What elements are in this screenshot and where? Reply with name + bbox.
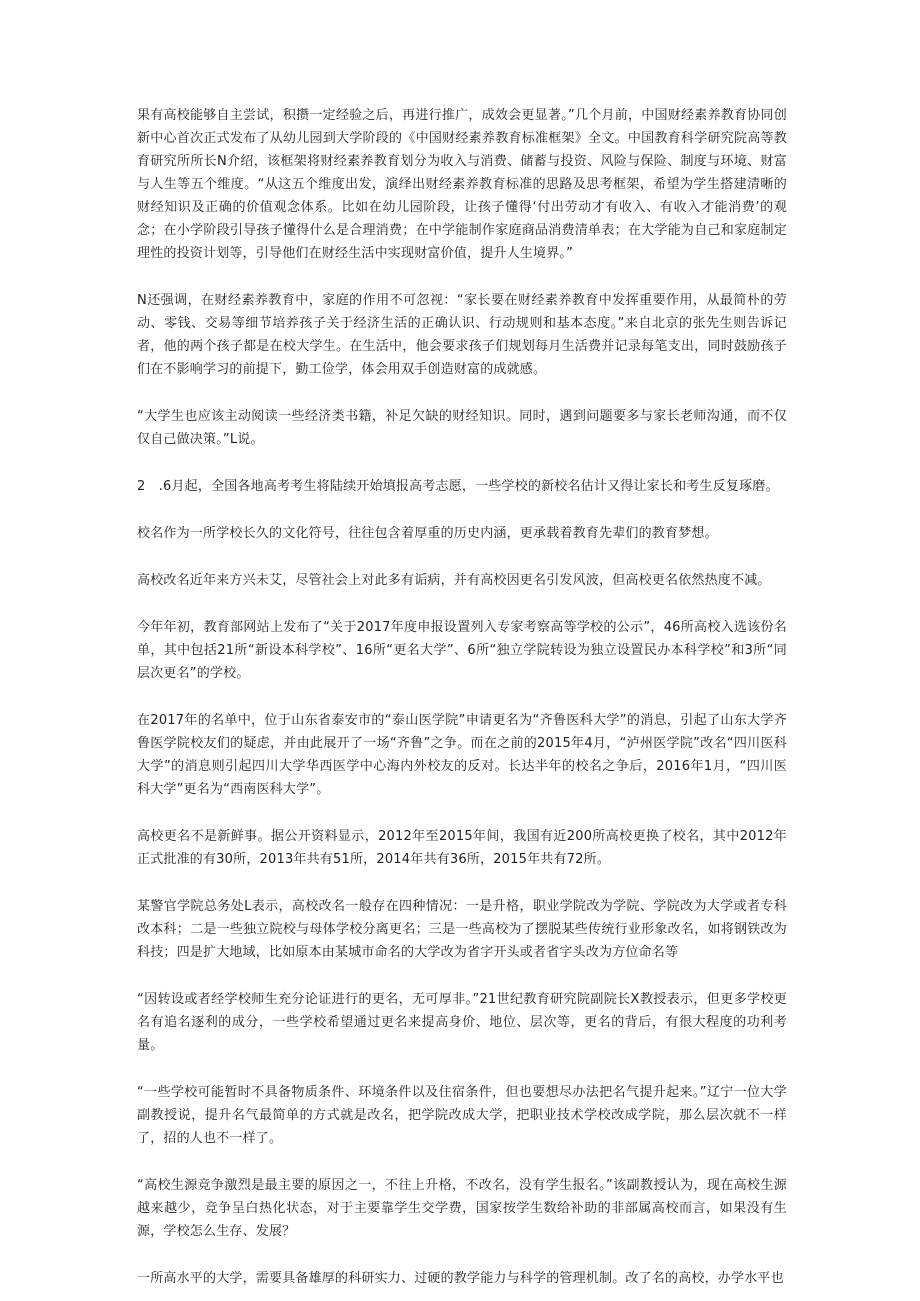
paragraph-1: 果有高校能够自主尝试，积攒一定经验之后，再进行推广，成效会更显著。”几个月前，中国财经素养教育协同创新中心首次正式发布了从幼儿园到大学阶段的《中国财经素养教育标准框架》全文。中国教育科学研究院高等教育研究所所长N介绍，该框架将财经素养教育划分为收入与消费、储蓄与投资、风险与保险、制度与环境、财富与人生等五个维度。“从这五个维度出发，演绎出财经素养教育标准的思路及思考框架，希望为学生搭建清晰的财经知识及正确的价值观念体系。比如在幼儿园阶段，让孩子懂得‘付出劳动才有收入、有收入才能消费’的观念；在小学阶段引导孩子懂得什么是合理消费；在中学能制作家庭商品消费清单表；在大学能为自己和家庭制定理性的投资计划等，引导他们在财经生活中实现财富价值，提升人生境界。” [137,108,787,261]
paragraph-5: 校名作为一所学校长久的文化符号，往往包含着厚重的历史内涵，更承载着教育先辈们的教育梦想。 [137,526,718,541]
document-body [137,104,787,1290]
paragraph-9: 高校更名不是新鲜事。据公开资料显示，2012年至2015年间，我国有近200所高校更换了校名，其中2012年正式批准的有30所，2013年共有51所，2014年共有36所，2015年共有72所。 [137,829,787,867]
paragraph-12: “一些学校可能暂时不具备物质条件、环境条件以及住宿条件，但也要想尽办法把名气提升起来。”辽宁一位大学副教授说，提升名气最简单的方式就是改名，把学院改成大学，把职业技术学校改成学院，那么层次就不一样了，招的人也不一样了。 [137,1085,787,1146]
paragraph-14: 一所高水平的大学，需要具备雄厚的科研实力、过硬的教学能力与科学的管理机制。改了名的高校，办学水平也 [137,1271,784,1286]
paragraph-2: N还强调，在财经素养教育中，家庭的作用不可忽视：“家长要在财经素养教育中发挥重要作用，从最简朴的劳动、零钱、交易等细节培养孩子关于经济生活的正确认识、行动规则和基本态度。”来自北京的张先生则告诉记者，他的两个孩子都是在校大学生。在生活中，他会要求孩子们规划每月生活费并记录每笔支出，同时鼓励孩子们在不影响学习的前提下，勤工俭学，体会用双手创造财富的成就感。 [137,293,787,377]
paragraph-7: 今年年初，教育部网站上发布了“关于2017年度申报设置列入专家考察高等学校的公示”，46所高校入选该份名单，其中包括21所“新设本科学校”、16所“更名大学”、6所“独立学院转设为独立设置民办本科学校”和3所“同层次更名”的学校。 [137,620,787,681]
paragraph-10: 某警官学院总务处L表示，高校改名一般存在四种情况：一是升格，职业学院改为学院、学院改为大学或者专科改本科；二是一些独立院校与母体学校分离更名；三是一些高校为了摆脱某些传统行业形象改名，如将钢铁改为科技；四是扩大地域，比如原本由某城市命名的大学改为省字开头或者省字头改为方位命名等 [137,899,787,960]
paragraph-6: 高校改名近年来方兴未艾，尽管社会上对此多有诟病，并有高校因更名引发风波，但高校更名依然热度不减。 [137,573,771,588]
paragraph-3: “大学生也应该主动阅读一些经济类书籍，补足欠缺的财经知识。同时，遇到问题要多与家长老师沟通，而不仅仅自己做决策。”L说。 [137,409,787,447]
paragraph-8: 在2017年的名单中，位于山东省泰安市的“泰山医学院”申请更名为“齐鲁医科大学”的消息，引起了山东大学齐鲁医学院校友们的疑虑，并由此展开了一场“齐鲁”之争。而在之前的2015年4月，“泸州医学院”改名“四川医科大学”的消息则引起四川大学华西医学中心海内外校友的反对。长达半年的校名之争后，2016年1月，“四川医科大学”更名为“西南医科大学”。 [137,713,787,797]
paragraph-4: 2 .6月起，全国各地高考考生将陆续开始填报高考志愿，一些学校的新校名估计又得让家长和考生反复琢磨。 [137,479,779,494]
paragraph-11: “因转设或者经学校师生充分论证进行的更名，无可厚非。”21世纪教育研究院副院长X教授表示，但更多学校更名有追名逐利的成分，一些学校希望通过更名来提高身价、地位、层次等，更名的背后，有很大程度的功利考量。 [137,992,787,1053]
paragraph-13: “高校生源竞争激烈是最主要的原因之一，不往上升格，不改名，没有学生报名。”该副教授认为，现在高校生源越来越少，竞争呈白热化状态，对于主要靠学生交学费，国家按学生数给补助的非部属高校而言，如果没有生源，学校怎么生存、发展？ [137,1178,787,1239]
